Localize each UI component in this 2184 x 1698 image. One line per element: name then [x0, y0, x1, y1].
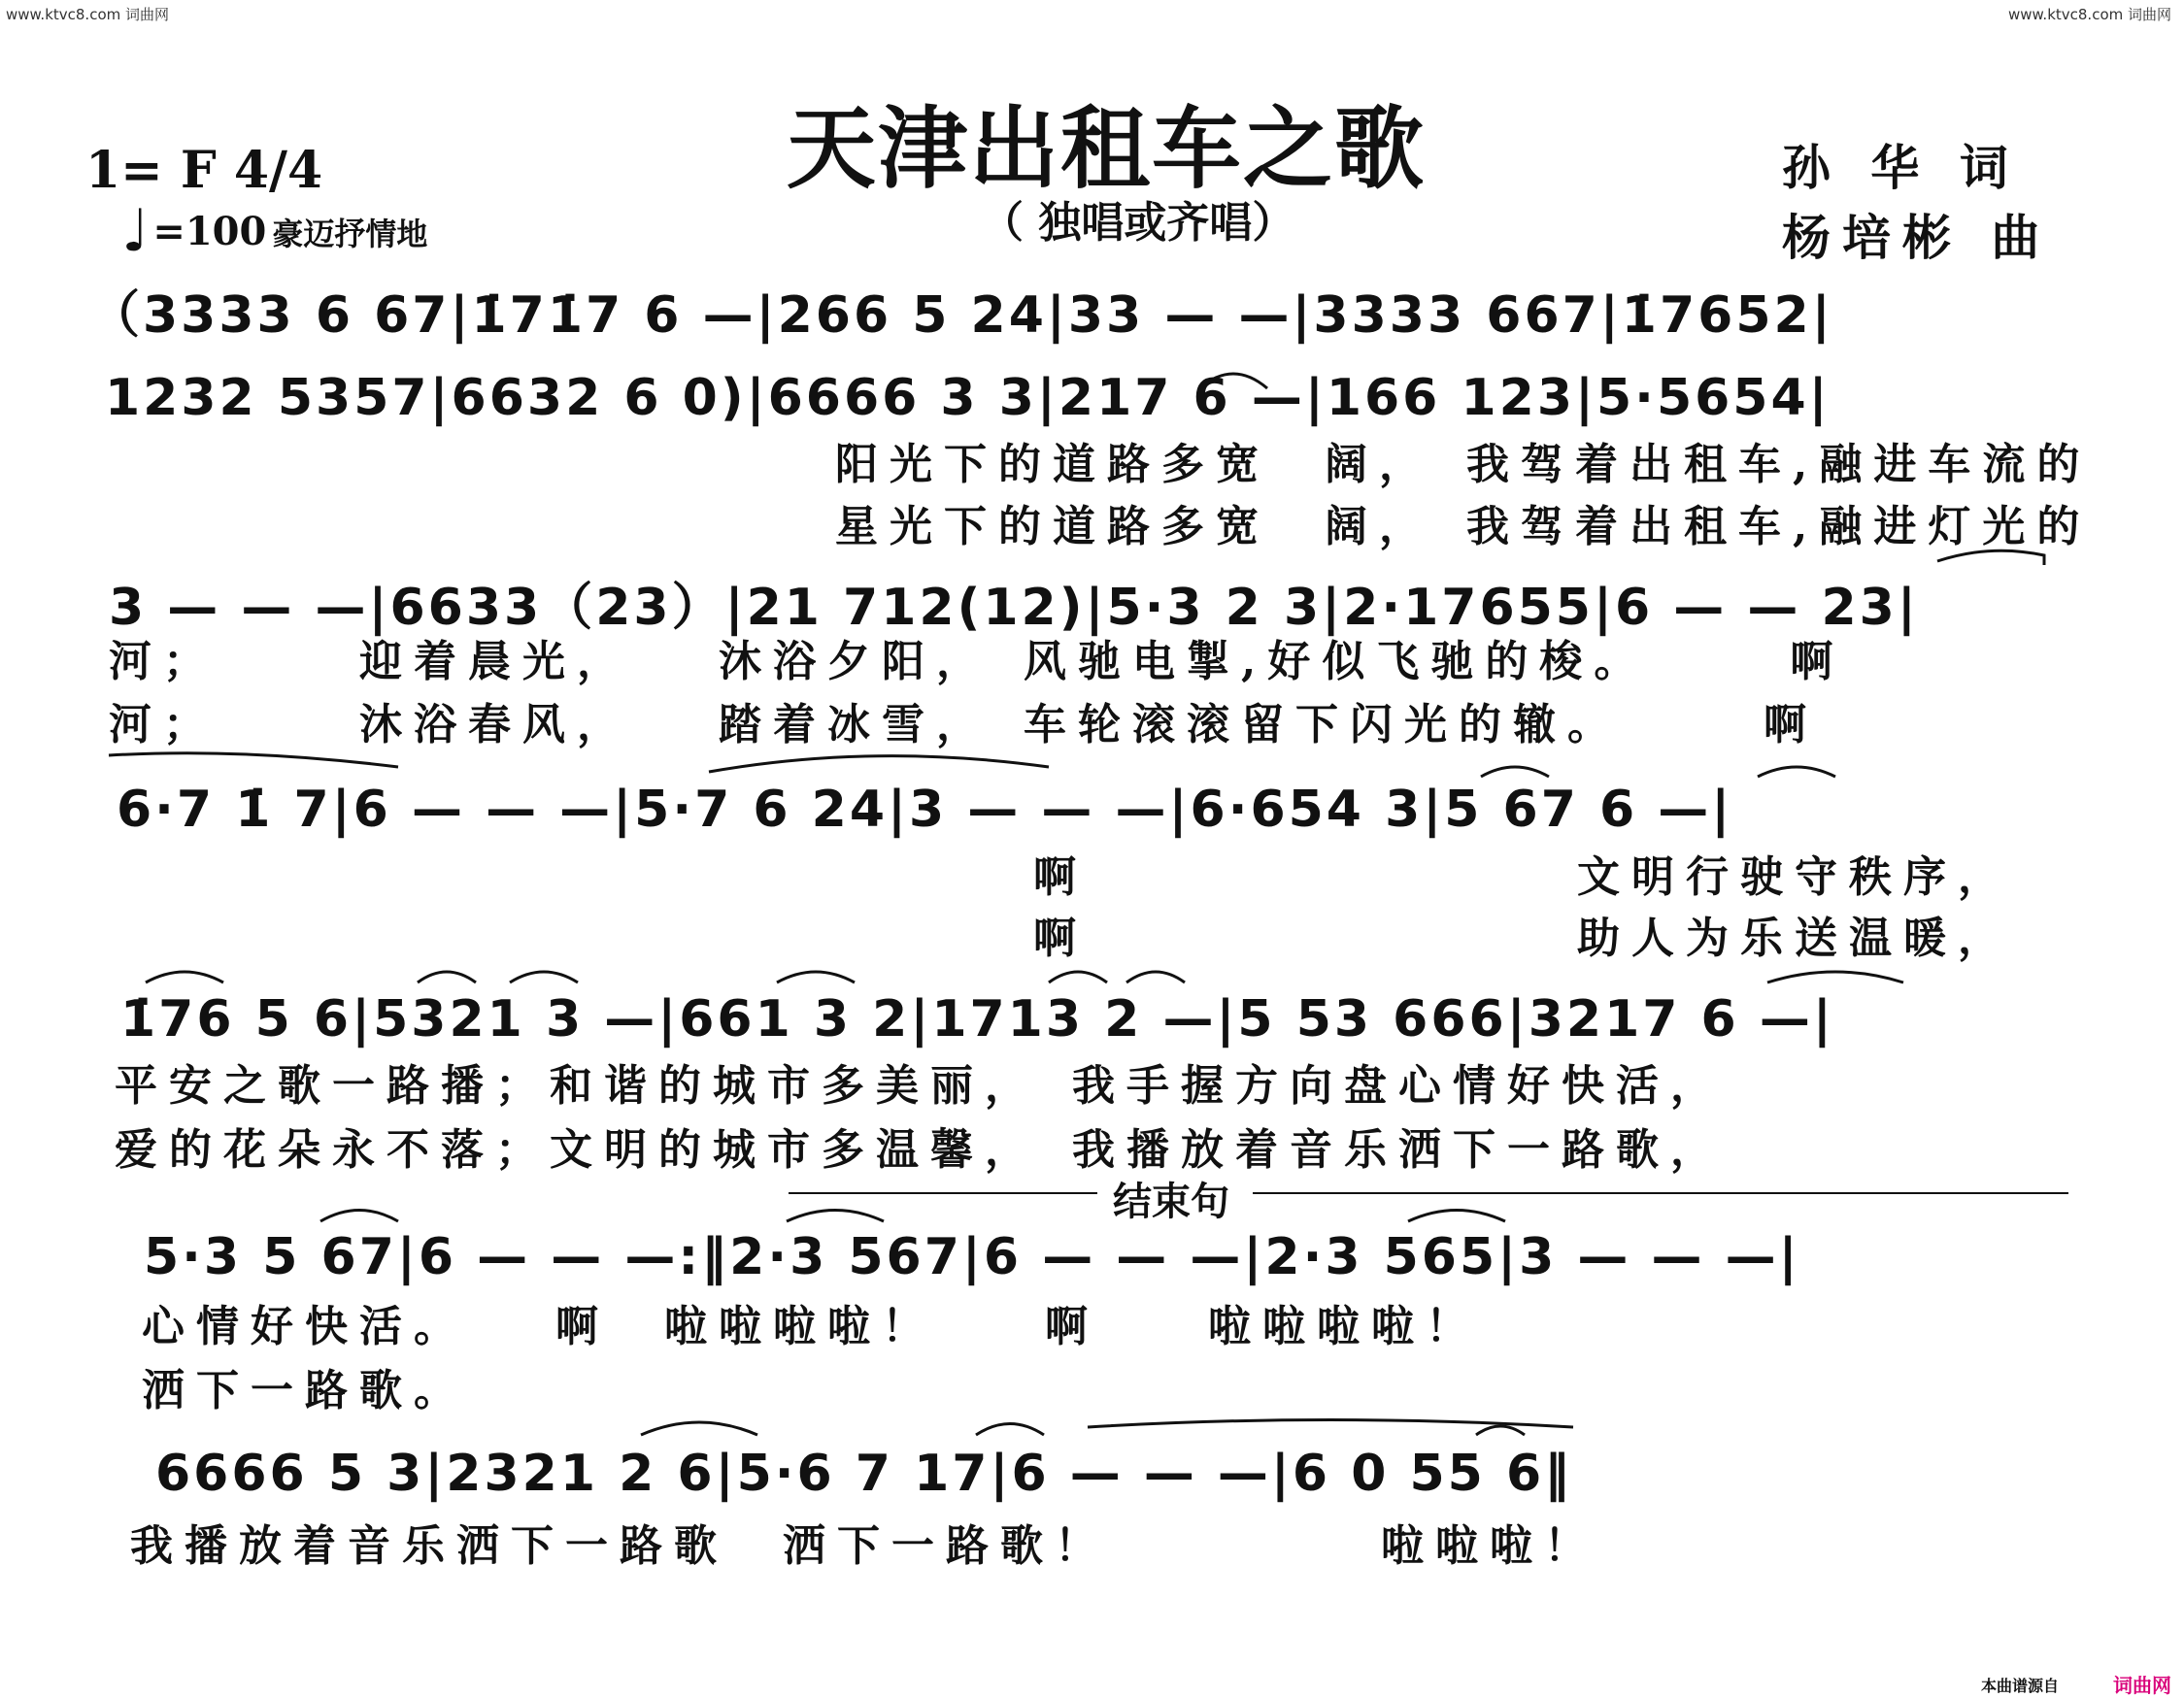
slur-arc: [510, 972, 578, 982]
site-watermark-right: www.ktvc8.com 词曲网: [2008, 6, 2172, 23]
song-subtitle: （ 独唱或齐唱）: [981, 198, 1295, 248]
slur-arc: [1767, 972, 1903, 982]
notation-row-5: 1̇76 5 6|5321 3 —|661 3 2|1713 2 —|5 53 666|3217 6 —|: [120, 990, 1834, 1049]
notation-row-1: （3333 6 67|1̇71̇7 6 —|266 5 24|33 — —|3333 667|1̇7652|: [89, 286, 1833, 345]
slur-arc: [1481, 767, 1549, 777]
slur-arc: [777, 972, 855, 982]
notation-row-2: 1232 5357|6632 6 0)|6666 3 3|217 6 —|166 123|5·5654|: [105, 369, 1831, 427]
quarter-note-icon: ♩: [121, 197, 150, 265]
lyric-row-2-verse-2: 星光下的道路多宽 阔， 我驾着出租车,融进灯光的: [835, 502, 2092, 551]
slur-arc: [1937, 550, 2044, 565]
tempo-value: =100: [152, 209, 267, 254]
lyric-row-7: 我播放着音乐洒下一路歌 洒下一路歌！ 啦啦啦！: [130, 1521, 1598, 1571]
slur-arc: [146, 972, 223, 982]
end-phrase-label: 结束句: [1113, 1179, 1229, 1224]
lyric-row-5-verse-1: 平安之歌一路播；和谐的城市多美丽， 我手握方向盘心情好快活，: [115, 1061, 1725, 1111]
notation-row-3: 3 — — —|6633（23）|21 712(12)|5·3 2 3|2·17655|6 — — 23|: [109, 579, 1919, 637]
slur-arc: [1476, 1426, 1525, 1435]
footer-source: 本曲谱源自: [1981, 1677, 2060, 1695]
slur-arc: [1199, 374, 1267, 388]
notation-row-7: 6666 5 3|2321 2 6|5·6 7 17|6 — — —|6 0 55 6‖: [155, 1445, 1573, 1503]
site-watermark-left: www.ktvc8.com 词曲网: [6, 6, 170, 23]
lyric-row-4-verse-1: 啊 文明行驶守秩序，: [544, 852, 2012, 902]
expression-mark: 豪迈抒情地: [272, 216, 428, 252]
lyric-row-6-verse-1: 心情好快活。 啊 啦啦啦啦！ 啊 啦啦啦啦！: [142, 1302, 1480, 1351]
key-signature: 1= F 4/4: [85, 141, 323, 200]
slur-arc: [641, 1422, 757, 1435]
slur-arc: [976, 1424, 1044, 1436]
slur-arc: [787, 1211, 884, 1222]
composer-credit: 杨培彬 曲: [1782, 209, 2052, 266]
lyric-row-3-verse-2: 河； 沐浴春风， 踏着冰雪， 车轮滚滚留下闪光的辙。 啊: [109, 700, 1818, 749]
lyric-row-3-verse-1: 河； 迎着晨光， 沐浴夕阳， 风驰电掣,好似飞驰的梭。 啊: [109, 637, 1845, 686]
slur-arc: [1126, 972, 1185, 982]
lyric-row-2-verse-1: 阳光下的道路多宽 阔， 我驾着出租车,融进车流的: [835, 440, 2092, 489]
slur-arc: [1408, 1211, 1505, 1222]
song-title: 天津出租车之歌: [787, 96, 1427, 201]
lyricist-credit: 孙 华 词: [1782, 139, 2020, 196]
slur-arc: [709, 756, 1049, 772]
slur-arc: [320, 1211, 398, 1222]
notation-row-4: 6·7 1̇ 7|6 — — —|5·7 6 24|3 — — —|6·654 3|5 67 6 —|: [117, 781, 1733, 839]
lyric-row-6-verse-2: 洒下一路歌。: [142, 1366, 468, 1415]
slur-arc: [418, 972, 476, 982]
notation-row-6: 5·3 5 67|6 — — —:‖2·3 567|6 — — —|2·3 565|3 — — —|: [144, 1228, 1800, 1286]
slur-arc: [109, 753, 398, 767]
lyric-row-5-verse-2: 爱的花朵永不落；文明的城市多温馨， 我播放着音乐洒下一路歌，: [115, 1125, 1725, 1175]
lyric-row-4-verse-2: 啊 助人为乐送温暖，: [544, 914, 2012, 963]
footer-brand: 词曲网: [2113, 1674, 2171, 1697]
slur-arc: [1758, 767, 1835, 777]
slur-arc: [1049, 972, 1107, 982]
